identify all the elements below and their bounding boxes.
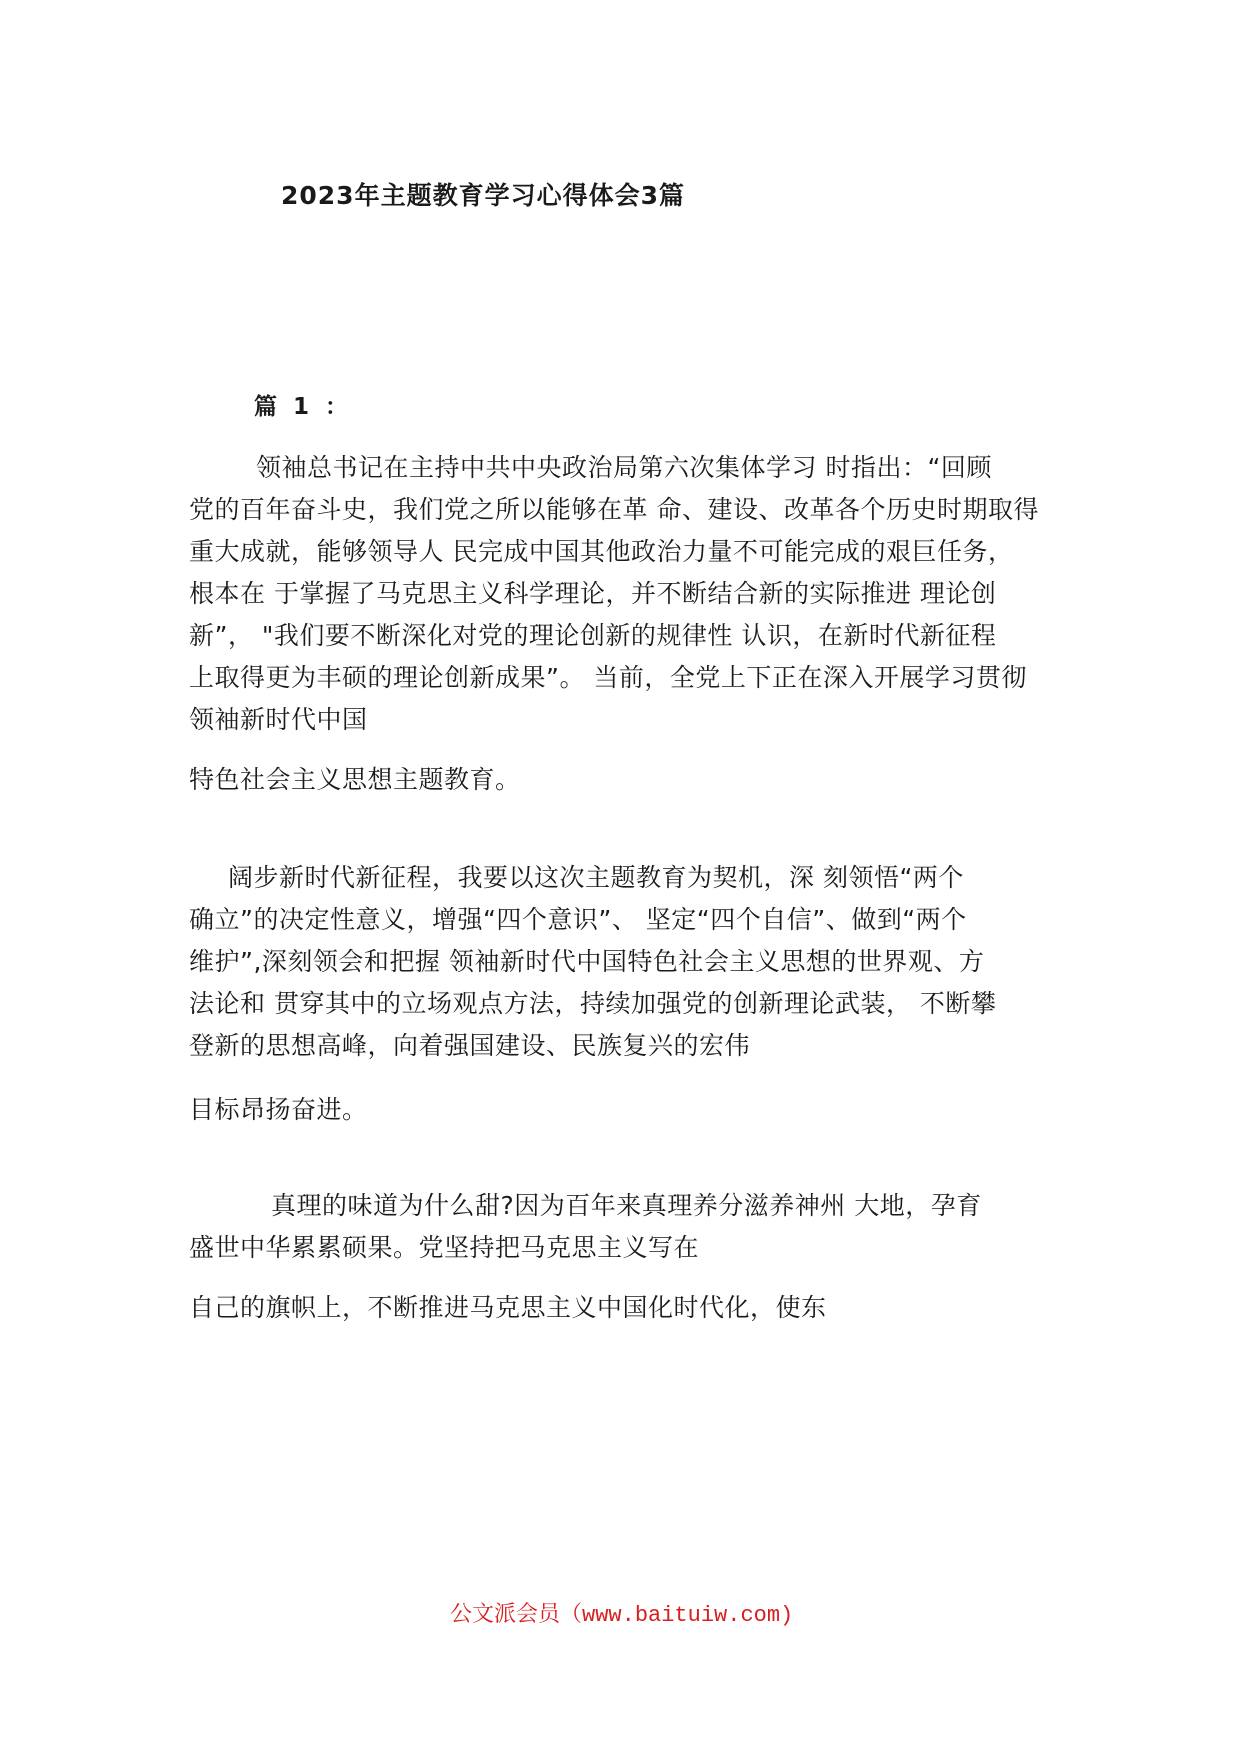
paragraph-3-line-1: 真理的味道为什么甜?因为百年来真理养分滋养神州 大地，孕育 xyxy=(271,1191,982,1220)
paragraph-1-line-1: 领袖总书记在主持中共中央政治局第六次集体学习 时指出：“回顾 xyxy=(256,453,992,482)
paragraph-3-line-2: 盛世中华累累硕果。党坚持把马克思主义写在 xyxy=(189,1233,700,1262)
paragraph-1-line-4: 根本在 于掌握了马克思主义科学理论，并不断结合新的实际推进 理论创 xyxy=(189,579,997,608)
paragraph-1-line-3: 重大成就，能够领导人 民完成中国其他政治力量不可能完成的艰巨任务， xyxy=(189,537,1014,566)
paragraph-2-line-2: 确立”的决定性意义，增强“四个意识”、 坚定“四个自信”、做到“两个 xyxy=(189,905,967,934)
paragraph-2-tail: 目标昂扬奋进。 xyxy=(189,1095,368,1124)
footer-url[interactable]: www.baituiw.com) xyxy=(582,1603,794,1628)
paragraph-3-tail: 自己的旗帜上，不断推进马克思主义中国化时代化，使东 xyxy=(189,1293,827,1322)
paragraph-1-line-6: 上取得更为丰硕的理论创新成果”。 当前，全党上下正在深入开展学习贯彻 xyxy=(189,663,1027,692)
document-title: 2023年主题教育学习心得体会3篇 xyxy=(281,181,685,210)
paragraph-2-line-5: 登新的思想高峰，向着强国建设、民族复兴的宏伟 xyxy=(189,1031,751,1060)
paragraph-2-line-4: 法论和 贯穿其中的立场观点方法，持续加强党的创新理论武装， 不断攀 xyxy=(189,989,997,1018)
footer-source[interactable] xyxy=(450,1597,793,1628)
footer-brand: 公文派会员（ xyxy=(450,1602,583,1627)
section-label: 篇 1 ： xyxy=(254,394,353,420)
paragraph-1-line-7: 领袖新时代中国 xyxy=(189,705,368,734)
paragraph-2-line-1: 阔步新时代新征程，我要以这次主题教育为契机，深 刻领悟“两个 xyxy=(228,863,964,892)
paragraph-1-line-2: 党的百年奋斗史，我们党之所以能够在革 命、建设、改革各个历史时期取得 xyxy=(189,495,1039,524)
paragraph-1-line-5: 新”， "我们要不断深化对党的理论创新的规律性 认识，在新时代新征程 xyxy=(189,621,997,650)
paragraph-1-tail: 特色社会主义思想主题教育。 xyxy=(189,765,521,794)
paragraph-2-line-3: 维护”,深刻领会和把握 领袖新时代中国特色社会主义思想的世界观、方 xyxy=(189,947,985,976)
